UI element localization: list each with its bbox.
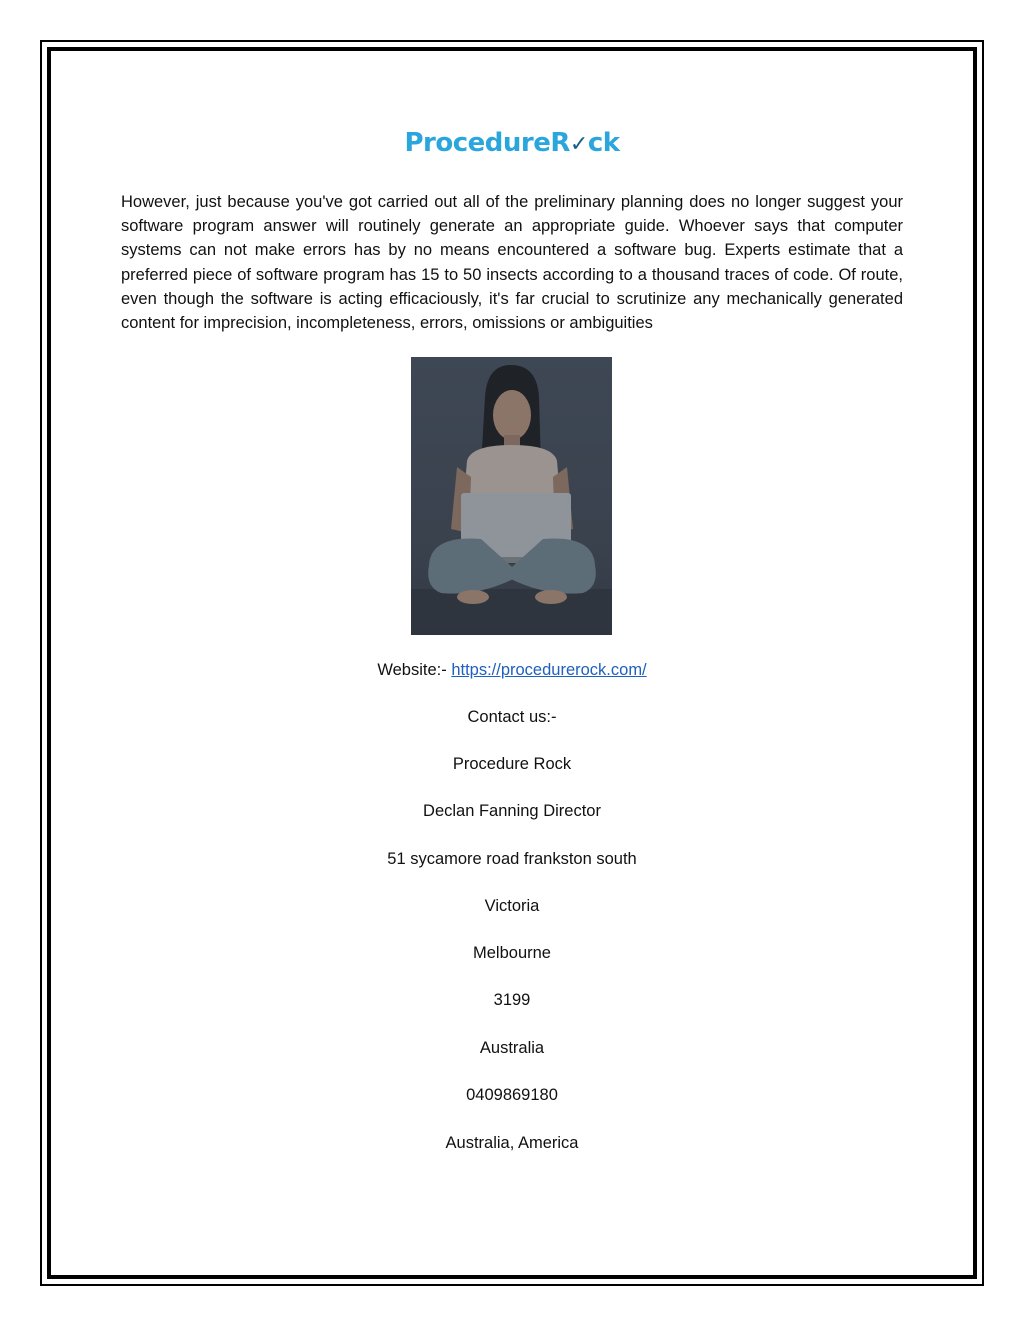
contact-person: Declan Fanning Director	[423, 802, 601, 820]
logo-text: ProcedureR	[404, 128, 570, 158]
city: Melbourne	[473, 944, 551, 962]
logo-text-tail: ck	[587, 128, 620, 158]
website-label: Website:-	[377, 661, 452, 679]
service-regions: Australia, America	[445, 1134, 579, 1152]
street-address: 51 sycamore road frankston south	[387, 850, 637, 868]
logo-check-icon: ✓	[569, 132, 588, 157]
procedurerock-logo	[0, 128, 1024, 158]
website-link[interactable]: https://procedurerock.com/	[451, 661, 647, 679]
country: Australia	[479, 1039, 545, 1057]
phone-number: 0409869180	[466, 1086, 558, 1104]
contact-heading: Contact us:-	[467, 708, 557, 726]
website-line	[0, 661, 1024, 680]
postcode: 3199	[493, 991, 531, 1009]
company-name: Procedure Rock	[452, 755, 572, 773]
state: Victoria	[484, 897, 540, 915]
body-paragraph: However, just because you've got carried out all of the preliminary planning does no longer suggest your software program answer will routinely generate an appropriate guide. Whoever says that computer systems can not make errors has by no means encountered a software bug. Experts estimate that a preferred piece of software program has 15 to 50 insects according to a thousand traces of code. Of route, even though the software is acting efficaciously, it's far crucial to scrutinize any mechanically generated content for imprecision, incompleteness, errors, omissions or ambiguities	[121, 193, 903, 333]
photo-illustration	[411, 357, 612, 635]
woman-with-laptop-photo	[411, 357, 612, 635]
